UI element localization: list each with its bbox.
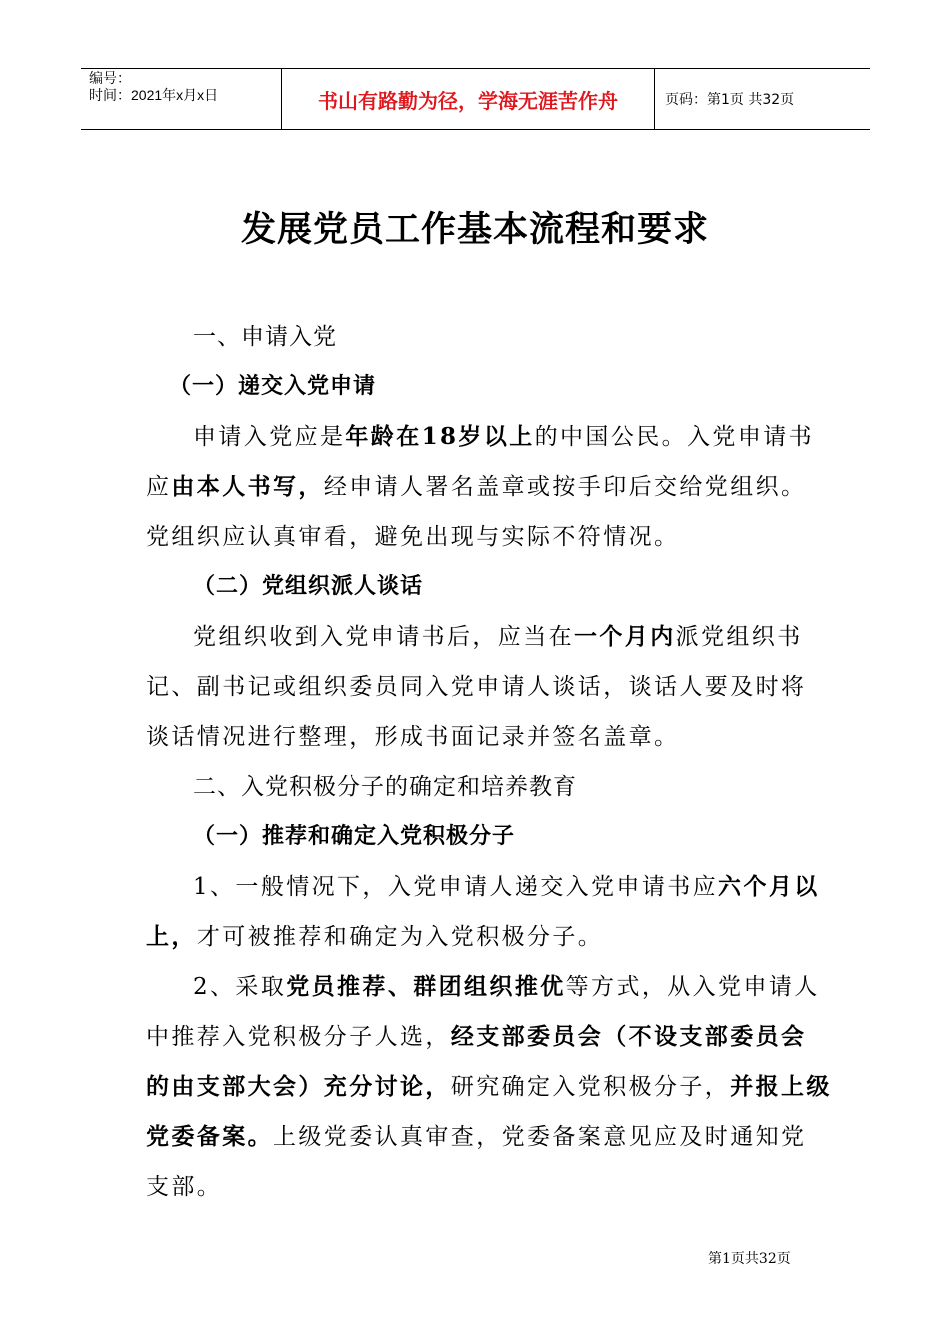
section-heading-2: 二、入党积极分子的确定和培养教育: [193, 774, 577, 800]
paragraph-line: 谈话情况进行整理，形成书面记录并签名盖章。: [146, 724, 680, 750]
section-heading-1: 一、申请入党: [193, 324, 337, 350]
paragraph-line: [146, 912, 808, 962]
paragraph-line: [146, 1062, 832, 1112]
paragraph-line: 党组织应认真审看，避免出现与实际不符情况。: [146, 524, 680, 550]
header-number-label: 编号：: [89, 70, 131, 86]
emphasis-text: 一个月内: [574, 623, 676, 650]
emphasis-text: 六个月以: [718, 873, 820, 900]
emphasis-text: 上，: [146, 923, 197, 950]
emphasis-text: 由本人书写，: [171, 473, 324, 500]
emphasis-text: 并报上级: [730, 1073, 832, 1100]
emphasis-text: 经支部委员会（不设支部委员会: [450, 1023, 807, 1050]
paragraph-line: [146, 462, 808, 512]
text-run: 申请入党应是: [193, 424, 346, 450]
page-footer: 第1页共32页: [708, 1251, 791, 1267]
text-run: 应: [146, 474, 172, 500]
header-time-label: 时间：2021年x月x日: [89, 87, 219, 103]
text-run: 经申请人署名盖章或按手印后交给党组织。: [323, 474, 807, 500]
text-run: 2、采取: [193, 974, 287, 1000]
emphasis-text: 年龄在18岁以上: [345, 423, 535, 450]
emphasis-text: 党员推荐、群团组织推优: [286, 973, 566, 1000]
text-run: 中推荐入党积极分子人选，: [146, 1024, 451, 1050]
emphasis-text: 党委备案。: [146, 1123, 273, 1150]
text-run: 派党组织书: [675, 624, 803, 650]
emphasis-text: 的由支部大会）充分讨论，: [146, 1073, 451, 1100]
text-run: 的中国公民。入党申请书: [534, 424, 815, 450]
text-run: 党组织收到入党申请书后，应当在: [193, 624, 574, 650]
paragraph-line: 记、副书记或组织委员同入党申请人谈话，谈话人要及时将: [146, 674, 807, 700]
page-header: [81, 68, 870, 130]
subsection-heading-1-1: （一）递交入党申请: [169, 374, 377, 399]
text-run: 1、一般情况下，入党申请人递交入党申请书应: [193, 874, 719, 900]
text-run: 等方式，从入党申请人: [565, 974, 820, 1000]
paragraph-line: 支部。: [146, 1174, 223, 1200]
paragraph-line: [146, 1012, 808, 1062]
subsection-heading-1-2: （二）党组织派人谈话: [193, 574, 424, 599]
subsection-heading-2-1: （一）推荐和确定入党积极分子: [193, 824, 516, 849]
paragraph-line: [146, 862, 820, 912]
document-title: 发展党员工作基本流程和要求: [240, 209, 709, 250]
header-motto: 书山有路勤为径，学海无涯苦作舟: [282, 69, 655, 129]
paragraph-line: [146, 962, 820, 1012]
text-run: 上级党委认真审查，党委备案意见应及时通知党: [273, 1124, 807, 1150]
header-meta: [81, 69, 282, 129]
paragraph-line: [146, 612, 808, 662]
header-page-info: 页码：第1页 共32页: [665, 92, 795, 108]
text-run: 研究确定入党积极分子，: [450, 1074, 731, 1100]
paragraph-line: [146, 1112, 808, 1162]
document-body: [146, 312, 832, 1212]
text-run: 才可被推荐和确定为入党积极分子。: [196, 924, 604, 950]
paragraph-line: [146, 412, 815, 462]
